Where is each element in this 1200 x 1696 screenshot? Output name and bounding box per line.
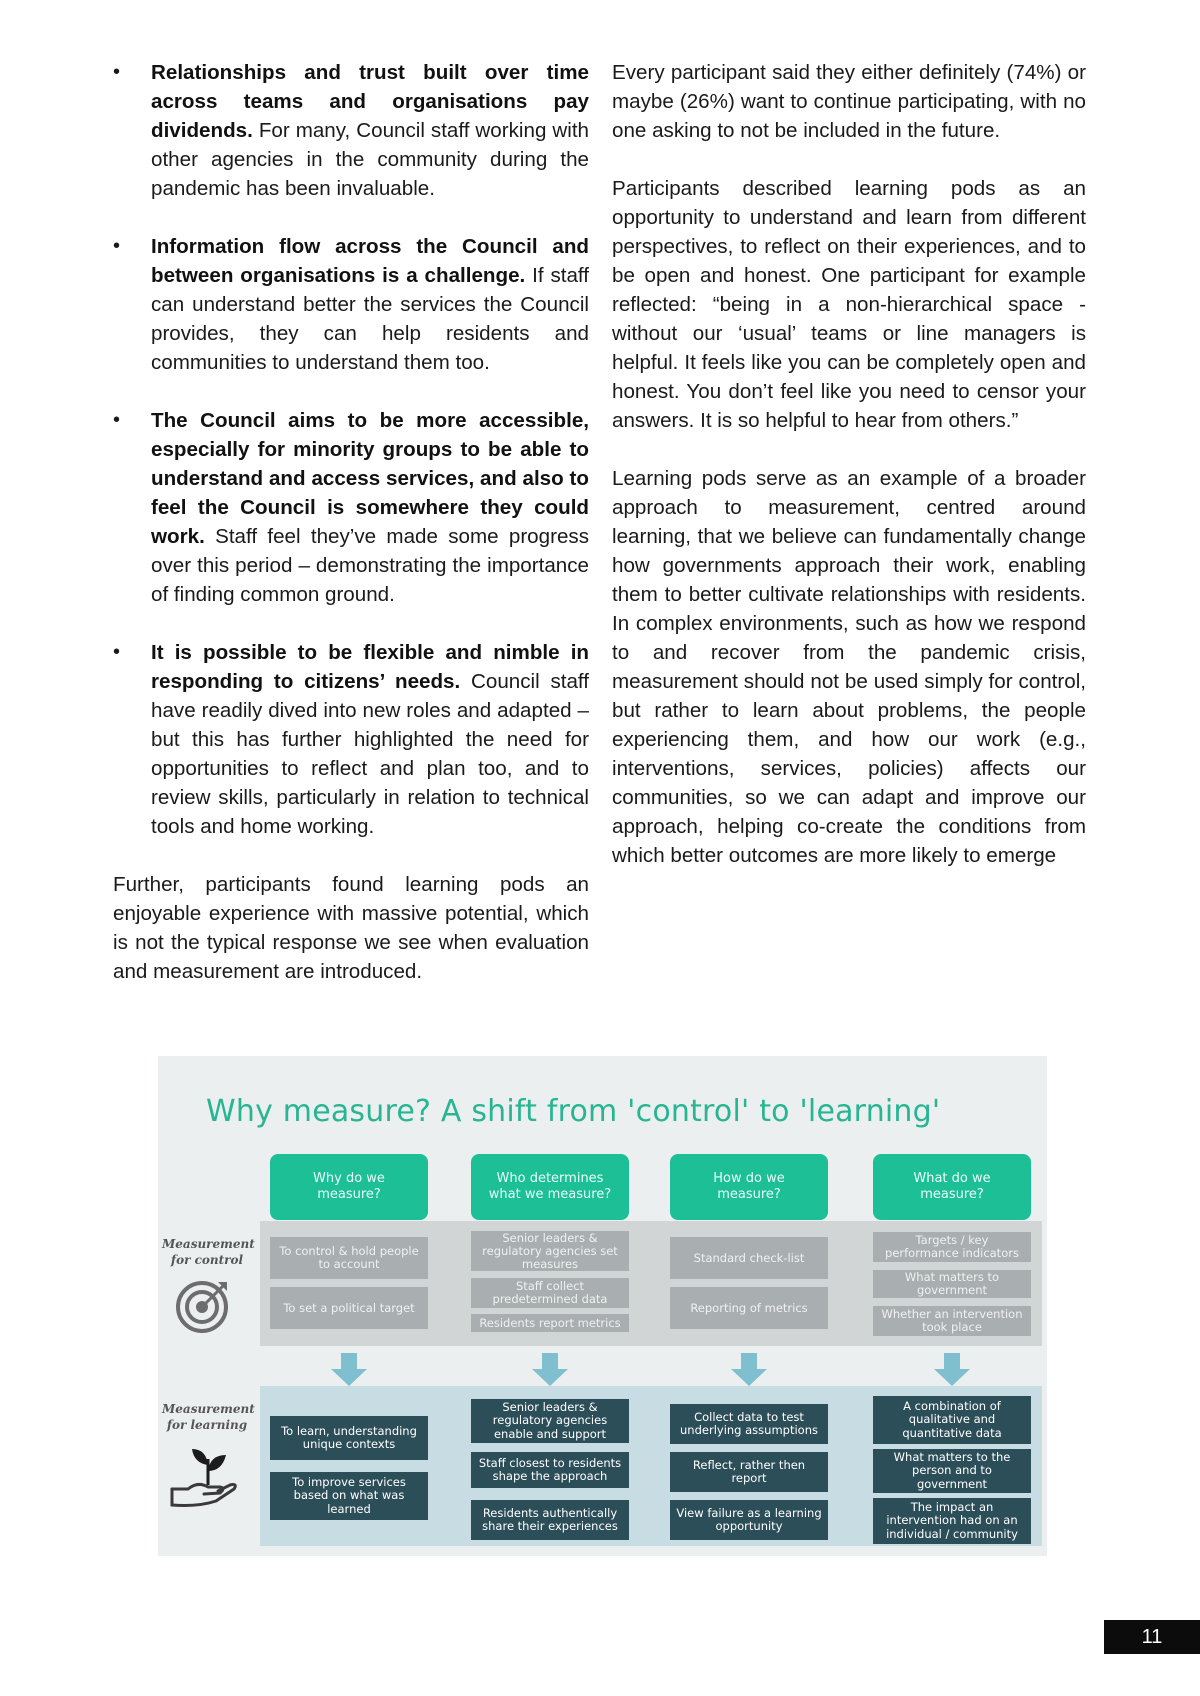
control-why-box: To set a political target: [270, 1287, 428, 1329]
bullet-bold: Information flow across the Council and between organisations is a challenge.: [151, 235, 589, 287]
learning-what-box: What matters to the person and to government: [873, 1449, 1031, 1493]
learning-how-box: View failure as a learning opportunity: [670, 1500, 828, 1540]
control-what-box: What matters to government: [873, 1270, 1031, 1298]
down-arrow-icon: [329, 1353, 369, 1387]
right-column: [612, 58, 1086, 899]
learning-who-box: Staff closest to residents shape the approach: [471, 1452, 629, 1488]
bullet-text: If staff can understand better the services the Council provides, they can help residents and communities to understand them too.: [151, 264, 589, 374]
learning-how-box: Collect data to test underlying assumptions: [670, 1404, 828, 1444]
control-what-box: Whether an intervention took place: [873, 1306, 1031, 1336]
learning-how-box: Reflect, rather then report: [670, 1452, 828, 1492]
page-number: 11: [1104, 1620, 1200, 1654]
header-how: How do we measure?: [670, 1154, 828, 1220]
learning-why-box: To improve services based on what was learned: [270, 1472, 428, 1520]
down-arrow-icon: [932, 1353, 972, 1387]
paragraph-perspectives: Participants described learning pods as an opportunity to understand and learn from different perspectives, to reflect on their experiences, and to be open and honest. One participant for example reflected: “being in a non-hierarchical space - without our ‘usual’ teams or line managers is helpful. It feels like you can be completely open and honest. You don’t feel like you need to censor your answers. It is so helpful to hear from others.”: [612, 177, 1086, 432]
bullet-item: [113, 58, 589, 203]
header-why: Why do we measure?: [270, 1154, 428, 1220]
down-arrow-icon: [729, 1353, 769, 1387]
control-why-box: To control & hold people to account: [270, 1237, 428, 1279]
left-column: [113, 58, 589, 1015]
header-who: Who determines what we measure?: [471, 1154, 629, 1220]
control-how-box: Standard check-list: [670, 1237, 828, 1279]
learning-label: Measurement for learning: [162, 1402, 255, 1432]
control-what-box: Targets / key performance indicators: [873, 1232, 1031, 1262]
bullet-bold: The Council aims to be more accessible, especially for minority groups to be able to understand and access services, and also to feel the Council is somewhere they could work.: [151, 409, 589, 548]
down-arrow-icon: [530, 1353, 570, 1387]
diagram-title: Why measure? A shift from 'control' to 'learning': [206, 1094, 941, 1129]
control-who-box: Residents report metrics: [471, 1314, 629, 1332]
learning-what-box: A combination of qualitative and quantitative data: [873, 1396, 1031, 1444]
learning-what-box: The impact an intervention had on an individual / community: [873, 1498, 1031, 1544]
target-icon: [174, 1278, 230, 1334]
bullet-text: Council staff have readily dived into new roles and adapted – but this has further highlighted the need for opportunities to reflect and plan too, and to review skills, particularly in relation to technical tools and home working.: [151, 670, 589, 838]
bullet-dot: •: [113, 409, 121, 431]
bullet-item: [113, 232, 589, 377]
control-who-box: Staff collect predetermined data: [471, 1278, 629, 1308]
bullet-dot: •: [113, 641, 121, 663]
bullet-item: [113, 406, 589, 609]
plant-in-hand-icon: [168, 1441, 240, 1509]
closing-paragraph: Further, participants found learning pods an enjoyable experience with massive potential, which is not the typical response we see when evaluation and measurement are introduced.: [113, 873, 589, 983]
paragraph-measurement: Learning pods serve as an example of a broader approach to measurement, centred around learning, that we believe can fundamentally change how governments approach their work, enabling them to better cultivate relationships with residents. In complex environments, such as how we respond to and recover from the pandemic crisis, measurement should not be used simply for control, but rather to learn about problems, the people experiencing them, and how our work (e.g., interventions, services, policies) affects our communities, so we can adapt and improve our approach, helping co-create the conditions from which better outcomes are more likely to emerge: [612, 467, 1086, 867]
bullet-bold: It is possible to be flexible and nimble in responding to citizens’ needs.: [151, 641, 589, 693]
learning-who-box: Residents authentically share their experiences: [471, 1500, 629, 1540]
learning-who-box: Senior leaders & regulatory agencies enable and support: [471, 1399, 629, 1443]
bullet-dot: •: [113, 235, 121, 257]
bullet-text: Staff feel they’ve made some progress over this period – demonstrating the importance of finding common ground.: [151, 525, 589, 606]
control-who-box: Senior leaders & regulatory agencies set measures: [471, 1231, 629, 1271]
bullet-dot: •: [113, 61, 121, 83]
control-label: Measurement for control: [162, 1237, 255, 1267]
control-how-box: Reporting of metrics: [670, 1287, 828, 1329]
measurement-diagram: [158, 1056, 1047, 1556]
bullet-item: [113, 638, 589, 841]
learning-why-box: To learn, understanding unique contexts: [270, 1416, 428, 1460]
bullet-bold: Relationships and trust built over time across teams and organisations pay dividends.: [151, 61, 589, 142]
header-what: What do we measure?: [873, 1154, 1031, 1220]
bullet-text: For many, Council staff working with other agencies in the community during the pandemic has been invaluable.: [151, 119, 589, 200]
paragraph-participation: Every participant said they either definitely (74%) or maybe (26%) want to continue participating, with no one asking to not be included in the future.: [612, 61, 1086, 142]
